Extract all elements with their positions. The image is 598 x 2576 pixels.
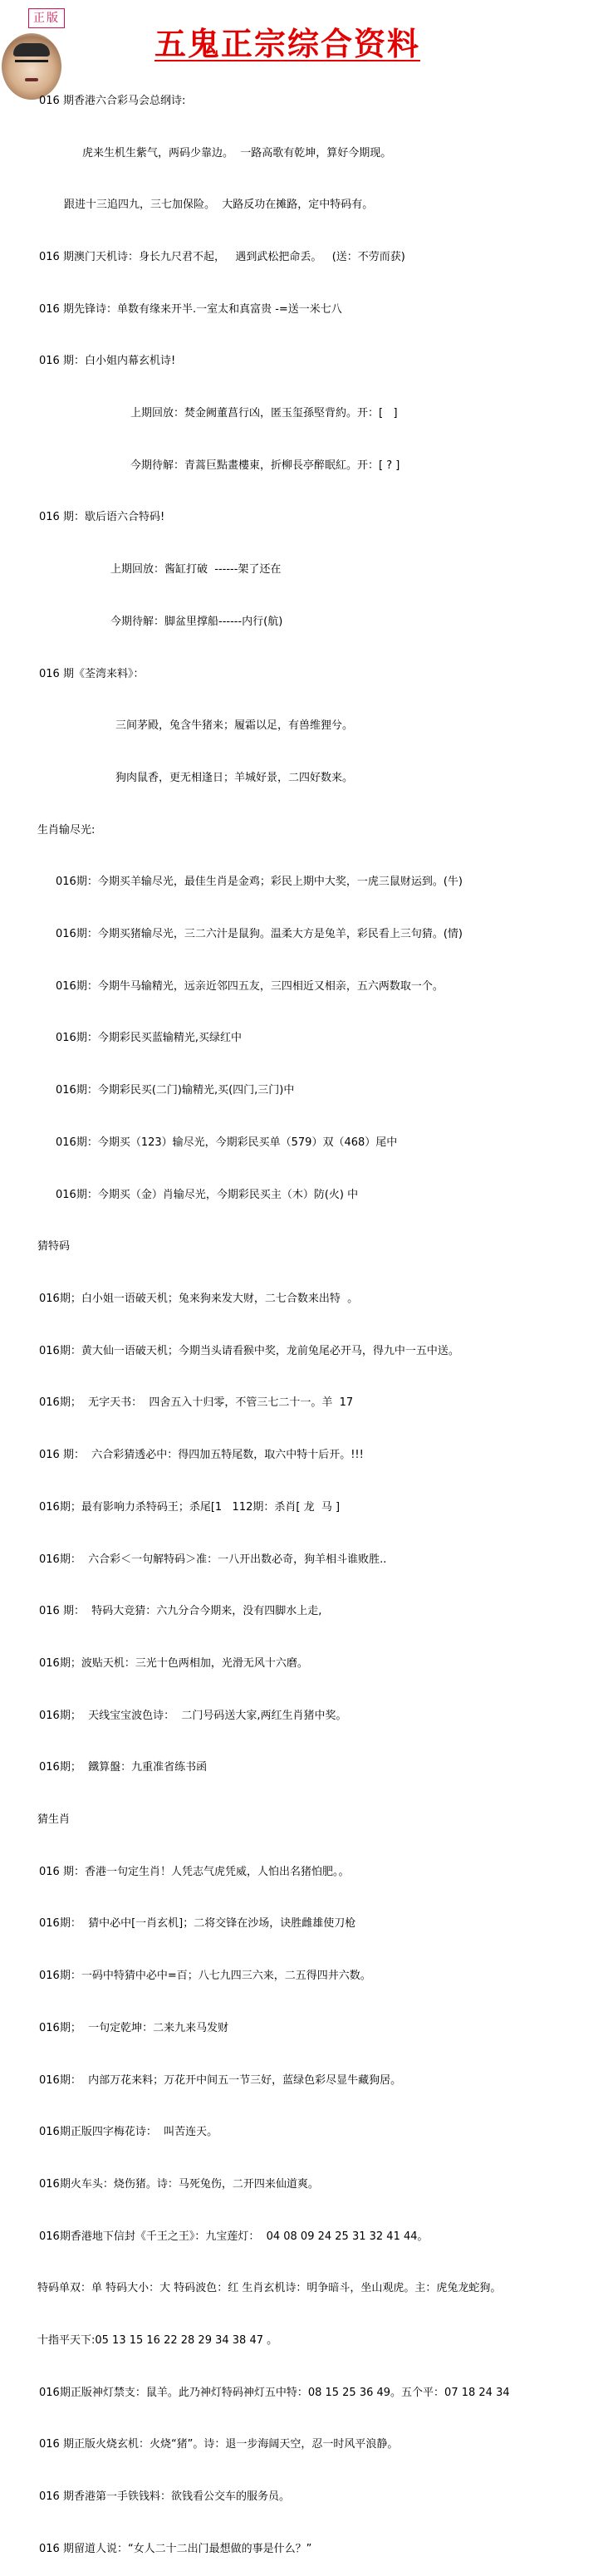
avatar-hair — [13, 43, 50, 56]
text-line: 016期；白小姐一语破天机；兔来狗来发大财，二七合数来出特 。 — [39, 1292, 359, 1305]
text-line: 016 期香港第一手铁钱料：欲钱看公交车的服务员。 — [39, 2490, 290, 2504]
edition-badge: 正版 — [28, 8, 65, 28]
text-line: 016 期留道人说：“女人二十二出门最想做的事是什么？” — [39, 2542, 312, 2555]
text-line: 016 期《荃湾来料》： — [39, 667, 145, 680]
text-line: 狗肉鼠香，更无相逢日；羊城好景，二四好数来。 — [115, 771, 354, 784]
text-line: 016期；波贴天机：三光十色两相加，光滑无风十六磨。 — [39, 1656, 308, 1670]
text-line: 016期：一码中特猜中必中=百；八七九四三六来，二五得四井六数。 — [39, 1970, 371, 1983]
text-line: 016期正版四字梅花诗： 叫苦连天。 — [39, 2126, 218, 2139]
text-line: 016期：今期买羊输尽光，最佳生肖是金鸡；彩民上期中大奖，一虎三鼠财运到。(牛) — [56, 876, 463, 889]
text-line: 016期：今期彩民买(二门)输精光,买(四门,三门)中 — [56, 1084, 295, 1097]
text-line: 上期回放：焚金阙董菖行凶，匿玉玺孫堅背約。开：[ ] — [130, 407, 398, 420]
text-line: 016期： 内部万花来料；万花开中间五一节三好，蓝绿色彩尽显牛藏狗居。 — [39, 2073, 402, 2087]
text-line: 016期； 无字天书： 四舍五入十归零，不管三七二十一。羊 17 — [39, 1396, 354, 1410]
text-line: 016 期：白小姐内幕玄机诗! — [39, 355, 176, 368]
text-line: 十指平天下:05 13 15 16 22 28 29 34 38 47 。 — [37, 2334, 278, 2348]
text-line: 016期：今期买猪输尽光，三二六汁是鼠狗。温柔大方是兔羊，彩民看上三句猜。(情) — [56, 928, 463, 941]
text-line: 016 期： 六合彩猜透必中：得四加五特尾数，取六中特十后开。!!! — [39, 1449, 364, 1462]
text-line: 016 期：歇后语六合特码! — [39, 511, 165, 524]
text-line: 今期待解：脚盆里撑船------内行(航) — [110, 615, 283, 628]
text-line: 016期火车头：烧伤猪。诗：马死兔伤，二开四来仙道爽。 — [39, 2177, 319, 2191]
text-line: 016期； 天线宝宝波色诗： 二门号码送大家,两红生肖猪中奖。 — [39, 1709, 347, 1722]
text-line: 016期：今期买（123）输尽光，今期彩民买单（579）双（468）尾中 — [56, 1136, 398, 1149]
section-heading: 猜生肖 — [37, 1813, 71, 1827]
text-line: 今期待解：青蒿巨點畫樓東，折柳長亭醉眠紅。开：[ ? ] — [130, 459, 400, 472]
text-line: 016期：黄大仙一语破天机；今期当头请看猴中奖，龙前兔尾必开马，得九中一五中送。 — [39, 1344, 459, 1357]
section-heading: 猜特码 — [37, 1240, 71, 1254]
text-line: 016 期香港六合彩马会总纲诗: — [39, 94, 186, 107]
text-line: 016 期： 特码大竞猜：六九分合今期来，没有四脚水上走, — [39, 1605, 322, 1618]
text-line: 016 期澳门天机诗：身长九尺君不起， 遇到武松把命丢。 (送：不劳而获) — [39, 250, 405, 263]
text-line: 016 期先锋诗：单数有缘来开半.一室太和真富贵 -=送一米七八 — [39, 302, 342, 316]
text-line: 上期回放：酱缸打破 ------架了还在 — [110, 563, 282, 577]
page-title: 五鬼正宗综合资料 — [154, 25, 421, 62]
text-line: 016 期：香港一句定生肖！人凭志气虎凭威，人怕出名猪怕肥。。 — [39, 1865, 350, 1878]
text-line: 016期：今期牛马输精光，远亲近邻四五友，三四相近又相亲，五六两数取一个。 — [56, 979, 444, 993]
section-heading: 生肖输尽光: — [37, 823, 96, 837]
document-body — [39, 58, 592, 2576]
text-line: 016期： 猜中必中[一肖玄机]；二将交锋在沙场，诀胜雌雄使刀枪 — [39, 1917, 356, 1931]
text-line: 016 期正版火烧玄机：火烧“猪”。诗：退一步海阔天空，忍一时风平浪静。 — [39, 2438, 399, 2451]
text-line: 016期香港地下信封《千王之王》：九宝莲灯： 04 08 09 24 25 31 32 41 44。 — [39, 2230, 429, 2243]
text-line: 三间茅殿，兔含牛猪来；履霜以足，有兽维狸兮。 — [115, 719, 354, 733]
text-line: 016期： 六合彩＜一句解特码＞准：一八开出数必奇，狗羊相斗谁败胜.. — [39, 1553, 387, 1566]
text-line: 016期：今期彩民买蓝输精光,买绿红中 — [56, 1032, 242, 1045]
text-line: 016期正版神灯禁支：鼠羊。此乃神灯特码神灯五中特：08 15 25 36 49。五个平：07 18 24 34 — [39, 2386, 510, 2399]
text-line: 跟进十三追四九，三七加保险。 大路反功在摊路，定中特码有。 — [64, 199, 374, 212]
text-line: 016期； 鐵算盤：九重准省练书函 — [39, 1761, 208, 1774]
text-line: 016期：今期买（金）肖输尽光，今期彩民买主（木）防(火) 中 — [56, 1188, 359, 1201]
text-line: 虎来生机生紫气，两码少靠边。 一路高歌有乾坤，算好今期现。 — [82, 146, 392, 159]
text-line: 特码单双：单 特码大小：大 特码波色：红 生肖玄机诗：明争暗斗，坐山观虎。主：虎兔龙蛇狗。 — [37, 2282, 502, 2295]
text-line: 016期； 一句定乾坤：二来九来马发财 — [39, 2021, 229, 2034]
text-line: 016期；最有影响力杀特码王；杀尾[1 112期：杀肖[ 龙 马 ] — [39, 1500, 341, 1514]
avatar-mouth — [25, 78, 38, 81]
